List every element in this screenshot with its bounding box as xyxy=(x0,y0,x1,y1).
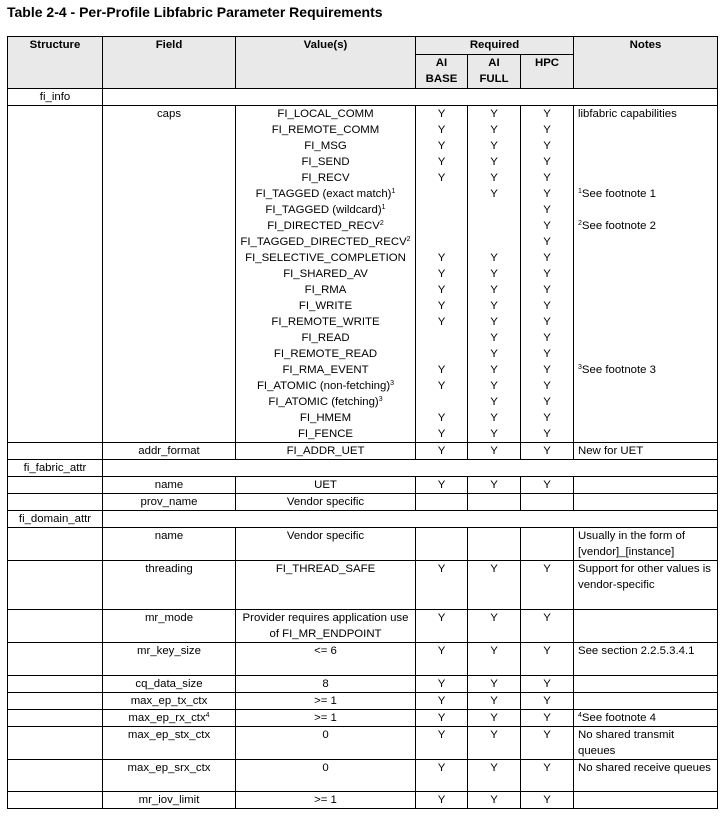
hpc-mark: Y xyxy=(543,252,551,264)
hpc-mark: Y xyxy=(521,727,574,760)
header-structure: Structure xyxy=(8,37,103,89)
value-cell: <= 6 xyxy=(236,643,416,676)
hpc-mark: Y xyxy=(543,268,551,280)
note-text xyxy=(578,138,713,154)
hpc-mark: Y xyxy=(521,643,574,676)
note-text: No shared receive queues xyxy=(574,760,718,792)
note-text xyxy=(578,170,713,186)
ai-full-mark: Y xyxy=(490,316,498,328)
value-cell: FI_THREAD_SAFE xyxy=(236,561,416,610)
value-list xyxy=(236,106,416,443)
note-text: See section 2.2.5.3.4.1 xyxy=(574,643,718,676)
table-row xyxy=(8,477,718,494)
hpc-mark: Y xyxy=(521,443,574,460)
footnote-marker: 1 xyxy=(391,188,396,195)
ai-base-mark xyxy=(420,218,463,234)
structure-cell-empty xyxy=(8,610,103,643)
ai-base-mark xyxy=(420,186,463,202)
ai-base-mark xyxy=(420,346,463,362)
structure-cell-empty xyxy=(8,477,103,494)
hpc-mark: Y xyxy=(521,676,574,693)
structure-cell-empty xyxy=(8,561,103,610)
hpc-mark: Y xyxy=(543,316,551,328)
hpc-mark: Y xyxy=(543,348,551,360)
note-text xyxy=(578,250,713,266)
ai-full-mark: Y xyxy=(490,124,498,136)
ai-full-mark: Y xyxy=(490,364,498,376)
hpc-mark: Y xyxy=(543,140,551,152)
value-cell: 0 xyxy=(236,760,416,792)
value-cell: Vendor specific xyxy=(236,528,416,561)
notes-list xyxy=(574,106,718,443)
header-hpc: HPC xyxy=(521,55,574,89)
structure-cell-empty xyxy=(8,710,103,727)
field-name: cq_data_size xyxy=(103,676,236,693)
note-text xyxy=(574,610,718,643)
field-name: max_ep_tx_ctx xyxy=(103,693,236,710)
hpc-mark: Y xyxy=(543,396,551,408)
header-values: Value(s) xyxy=(236,37,416,89)
ai-full-mark: Y xyxy=(468,693,521,710)
table-row xyxy=(8,643,718,676)
hpc-mark: Y xyxy=(543,108,551,120)
value-cell: >= 1 xyxy=(236,693,416,710)
capability-value: FI_TAGGED (exact match)$^1$ xyxy=(255,188,396,200)
table-row xyxy=(8,610,718,643)
structure-row-fill xyxy=(103,89,718,106)
capability-value: FI_FENCE xyxy=(297,428,354,440)
structure-row xyxy=(8,511,718,528)
capability-value: FI_TAGGED_DIRECTED_RECV$^2$ xyxy=(240,236,411,248)
hpc-mark: Y xyxy=(543,428,551,440)
structure-cell-empty xyxy=(8,106,103,443)
ai-base-mark: Y xyxy=(437,364,446,376)
structure-name: fi_domain_attr xyxy=(8,511,103,528)
structure-cell-empty xyxy=(8,443,103,460)
ai-base-mark: Y xyxy=(437,140,446,152)
footnote-marker: 3 xyxy=(390,380,395,387)
field-name: mr_mode xyxy=(103,610,236,643)
ai-base-mark: Y xyxy=(437,156,446,168)
hpc-list xyxy=(521,106,574,443)
ai-full-mark xyxy=(472,218,516,234)
note-text: libfabric capabilities xyxy=(578,108,677,120)
value-cell: Provider requires application use of FI_MR_ENDPOINT xyxy=(236,610,416,643)
table-row xyxy=(8,760,718,792)
ai-base-mark xyxy=(416,494,468,511)
note-text: $^3$See footnote 3 xyxy=(578,364,657,376)
structure-cell-empty xyxy=(8,676,103,693)
ai-full-mark: Y xyxy=(490,300,498,312)
capability-value: FI_SELECTIVE_COMPLETION xyxy=(245,252,406,264)
field-name: caps xyxy=(103,106,236,443)
ai-base-mark: Y xyxy=(437,316,446,328)
value-cell: >= 1 xyxy=(236,792,416,809)
ai-base-mark: Y xyxy=(416,760,468,792)
ai-full-mark: Y xyxy=(468,610,521,643)
hpc-mark: Y xyxy=(521,760,574,792)
ai-base-mark: Y xyxy=(437,380,446,392)
header-field: Field xyxy=(103,37,236,89)
ai-base-mark: Y xyxy=(416,643,468,676)
ai-base-mark xyxy=(420,394,463,410)
note-text: New for UET xyxy=(574,443,718,460)
ai-base-mark: Y xyxy=(437,412,446,424)
note-text: Usually in the form of [vendor]_[instance] xyxy=(574,528,718,561)
capability-value: FI_ATOMIC (fetching)$^3$ xyxy=(268,396,383,408)
note-text xyxy=(578,122,713,138)
structure-cell-empty xyxy=(8,693,103,710)
note-text xyxy=(574,676,718,693)
ai-full-mark xyxy=(472,202,516,218)
capability-value: FI_REMOTE_COMM xyxy=(271,124,380,136)
ai-base-mark: Y xyxy=(437,172,446,184)
hpc-mark: Y xyxy=(543,284,551,296)
ai-full-mark: Y xyxy=(490,284,498,296)
ai-full-mark: Y xyxy=(490,188,498,200)
note-text xyxy=(578,154,713,170)
ai-base-mark: Y xyxy=(416,727,468,760)
structure-cell-empty xyxy=(8,528,103,561)
field-name: max_ep_srx_ctx xyxy=(103,760,236,792)
hpc-mark: Y xyxy=(521,710,574,727)
note-text: $^4$See footnote 4 xyxy=(574,710,718,727)
structure-cell-empty xyxy=(8,643,103,676)
structure-name: fi_info xyxy=(8,89,103,106)
footnote-marker: 4 xyxy=(205,712,210,719)
note-text xyxy=(578,298,713,314)
ai-base-mark: Y xyxy=(416,561,468,610)
ai-full-mark: Y xyxy=(490,108,498,120)
hpc-mark: Y xyxy=(521,561,574,610)
table-row xyxy=(8,443,718,460)
header-required: Required xyxy=(416,37,574,55)
value-cell: 0 xyxy=(236,727,416,760)
structure-name: fi_fabric_attr xyxy=(8,460,103,477)
capability-value: FI_RECV xyxy=(301,172,350,184)
note-text xyxy=(574,477,718,494)
hpc-mark: Y xyxy=(543,204,551,216)
hpc-mark: Y xyxy=(543,220,551,232)
hpc-mark xyxy=(521,528,574,561)
note-text xyxy=(574,792,718,809)
table-row xyxy=(8,710,718,727)
value-cell: UET xyxy=(236,477,416,494)
ai-base-mark: Y xyxy=(437,124,446,136)
ai-full-mark: Y xyxy=(490,428,498,440)
capability-value: FI_WRITE xyxy=(298,300,353,312)
value-cell: >= 1 xyxy=(236,710,416,727)
header-ai-full: AI FULL xyxy=(468,55,521,89)
ai-base-list xyxy=(416,106,468,443)
ai-full-mark: Y xyxy=(490,396,498,408)
note-text: $^1$See footnote 1 xyxy=(578,188,657,200)
field-name: name xyxy=(103,477,236,494)
note-text xyxy=(578,378,713,394)
capability-value: FI_RMA_EVENT xyxy=(282,364,369,376)
table-row xyxy=(8,676,718,693)
ai-base-mark: Y xyxy=(437,252,446,264)
note-text xyxy=(578,394,713,410)
ai-full-mark: Y xyxy=(490,380,498,392)
table-row xyxy=(8,528,718,561)
ai-full-mark: Y xyxy=(490,348,498,360)
note-text xyxy=(578,346,713,362)
ai-full-mark: Y xyxy=(468,760,521,792)
note-text xyxy=(578,282,713,298)
structure-row xyxy=(8,460,718,477)
capability-value: FI_LOCAL_COMM xyxy=(277,108,374,120)
hpc-mark: Y xyxy=(543,156,551,168)
capability-value: FI_DIRECTED_RECV$^2$ xyxy=(267,220,384,232)
ai-base-mark xyxy=(420,234,463,250)
field-name: max_ep_stx_ctx xyxy=(103,727,236,760)
note-text: No shared transmit queues xyxy=(574,727,718,760)
structure-cell-empty xyxy=(8,760,103,792)
ai-full-mark: Y xyxy=(468,477,521,494)
structure-cell-empty xyxy=(8,494,103,511)
capability-value: FI_ATOMIC (non-fetching)$^3$ xyxy=(256,380,395,392)
ai-full-mark xyxy=(468,528,521,561)
ai-base-mark xyxy=(420,202,463,218)
note-text xyxy=(578,202,713,218)
capability-value: FI_MSG xyxy=(304,140,347,152)
header-notes: Notes xyxy=(574,37,718,89)
capability-value: FI_SHARED_AV xyxy=(283,268,368,280)
ai-full-mark: Y xyxy=(468,792,521,809)
ai-full-mark: Y xyxy=(490,268,498,280)
table-row xyxy=(8,727,718,760)
table-row xyxy=(8,693,718,710)
footnote-marker: 4 xyxy=(578,712,582,719)
capability-value: FI_REMOTE_WRITE xyxy=(271,316,380,328)
header-ai-base: AI BASE xyxy=(416,55,468,89)
ai-full-list xyxy=(468,106,521,443)
ai-base-mark xyxy=(416,528,468,561)
ai-base-mark: Y xyxy=(437,284,446,296)
ai-full-mark: Y xyxy=(490,140,498,152)
footnote-marker: 2 xyxy=(578,220,582,227)
note-text xyxy=(578,314,713,330)
footnote-marker: 2 xyxy=(406,236,411,243)
ai-base-mark: Y xyxy=(416,443,468,460)
capability-value: FI_RMA xyxy=(304,284,347,296)
note-text xyxy=(578,410,713,426)
note-text: $^2$See footnote 2 xyxy=(578,220,657,232)
ai-base-mark: Y xyxy=(416,676,468,693)
ai-base-mark: Y xyxy=(437,300,446,312)
note-text xyxy=(574,494,718,511)
footnote-marker: 2 xyxy=(379,220,384,227)
field-name: mr_key_size xyxy=(103,643,236,676)
hpc-mark: Y xyxy=(543,236,551,248)
hpc-mark: Y xyxy=(521,477,574,494)
ai-full-mark xyxy=(468,494,521,511)
hpc-mark: Y xyxy=(543,300,551,312)
field-name: threading xyxy=(103,561,236,610)
hpc-mark: Y xyxy=(543,188,551,200)
field-name: name xyxy=(103,528,236,561)
ai-base-mark: Y xyxy=(416,693,468,710)
note-text xyxy=(574,693,718,710)
value-cell: 8 xyxy=(236,676,416,693)
structure-row xyxy=(8,89,718,106)
hpc-mark: Y xyxy=(543,380,551,392)
ai-full-mark: Y xyxy=(468,676,521,693)
value-cell: Vendor specific xyxy=(236,494,416,511)
ai-full-mark: Y xyxy=(490,332,498,344)
value-cell: FI_ADDR_UET xyxy=(236,443,416,460)
ai-full-mark: Y xyxy=(490,252,498,264)
table-row xyxy=(8,494,718,511)
structure-row-fill xyxy=(103,511,718,528)
ai-base-mark: Y xyxy=(437,268,446,280)
ai-full-mark: Y xyxy=(468,727,521,760)
capability-value: FI_REMOTE_READ xyxy=(273,348,378,360)
capability-value: FI_READ xyxy=(301,332,350,344)
note-text xyxy=(578,266,713,282)
table-caption: Table 2-4 - Per-Profile Libfabric Parameter Requirements xyxy=(7,4,383,20)
hpc-mark xyxy=(521,494,574,511)
field-name: mr_iov_limit xyxy=(103,792,236,809)
footnote-marker: 1 xyxy=(381,204,386,211)
ai-full-mark: Y xyxy=(490,156,498,168)
footnote-marker: 1 xyxy=(578,188,582,195)
ai-base-mark: Y xyxy=(416,792,468,809)
hpc-mark: Y xyxy=(521,693,574,710)
ai-base-mark: Y xyxy=(416,477,468,494)
ai-base-mark: Y xyxy=(437,108,446,120)
hpc-mark: Y xyxy=(543,364,551,376)
structure-cell-empty xyxy=(8,792,103,809)
field-name: prov_name xyxy=(103,494,236,511)
hpc-mark: Y xyxy=(543,412,551,424)
table-row xyxy=(8,106,718,443)
ai-full-mark: Y xyxy=(490,412,498,424)
ai-base-mark: Y xyxy=(416,610,468,643)
hpc-mark: Y xyxy=(521,610,574,643)
ai-base-mark: Y xyxy=(416,710,468,727)
capability-value: FI_TAGGED (wildcard)$^1$ xyxy=(265,204,386,216)
ai-full-mark xyxy=(472,234,516,250)
capability-value: FI_SEND xyxy=(301,156,350,168)
structure-row-fill xyxy=(103,460,718,477)
ai-full-mark: Y xyxy=(490,172,498,184)
note-text: Support for other values is vendor-specific xyxy=(574,561,718,610)
note-text xyxy=(578,426,713,442)
table-row xyxy=(8,792,718,809)
footnote-marker: 3 xyxy=(378,396,383,403)
hpc-mark: Y xyxy=(521,792,574,809)
hpc-mark: Y xyxy=(543,332,551,344)
field-name: addr_format xyxy=(103,443,236,460)
parameter-table xyxy=(7,36,718,809)
field-name: max_ep_rx_ctx$^4$ xyxy=(103,710,236,727)
hpc-mark: Y xyxy=(543,124,551,136)
ai-full-mark: Y xyxy=(468,443,521,460)
note-text xyxy=(578,234,713,250)
structure-cell-empty xyxy=(8,727,103,760)
ai-full-mark: Y xyxy=(468,643,521,676)
table-row xyxy=(8,561,718,610)
capability-value: FI_HMEM xyxy=(299,412,352,424)
ai-full-mark: Y xyxy=(468,710,521,727)
footnote-marker: 3 xyxy=(578,364,582,371)
hpc-mark: Y xyxy=(543,172,551,184)
ai-base-mark xyxy=(420,330,463,346)
ai-base-mark: Y xyxy=(437,428,446,440)
note-text xyxy=(578,330,713,346)
ai-full-mark: Y xyxy=(468,561,521,610)
